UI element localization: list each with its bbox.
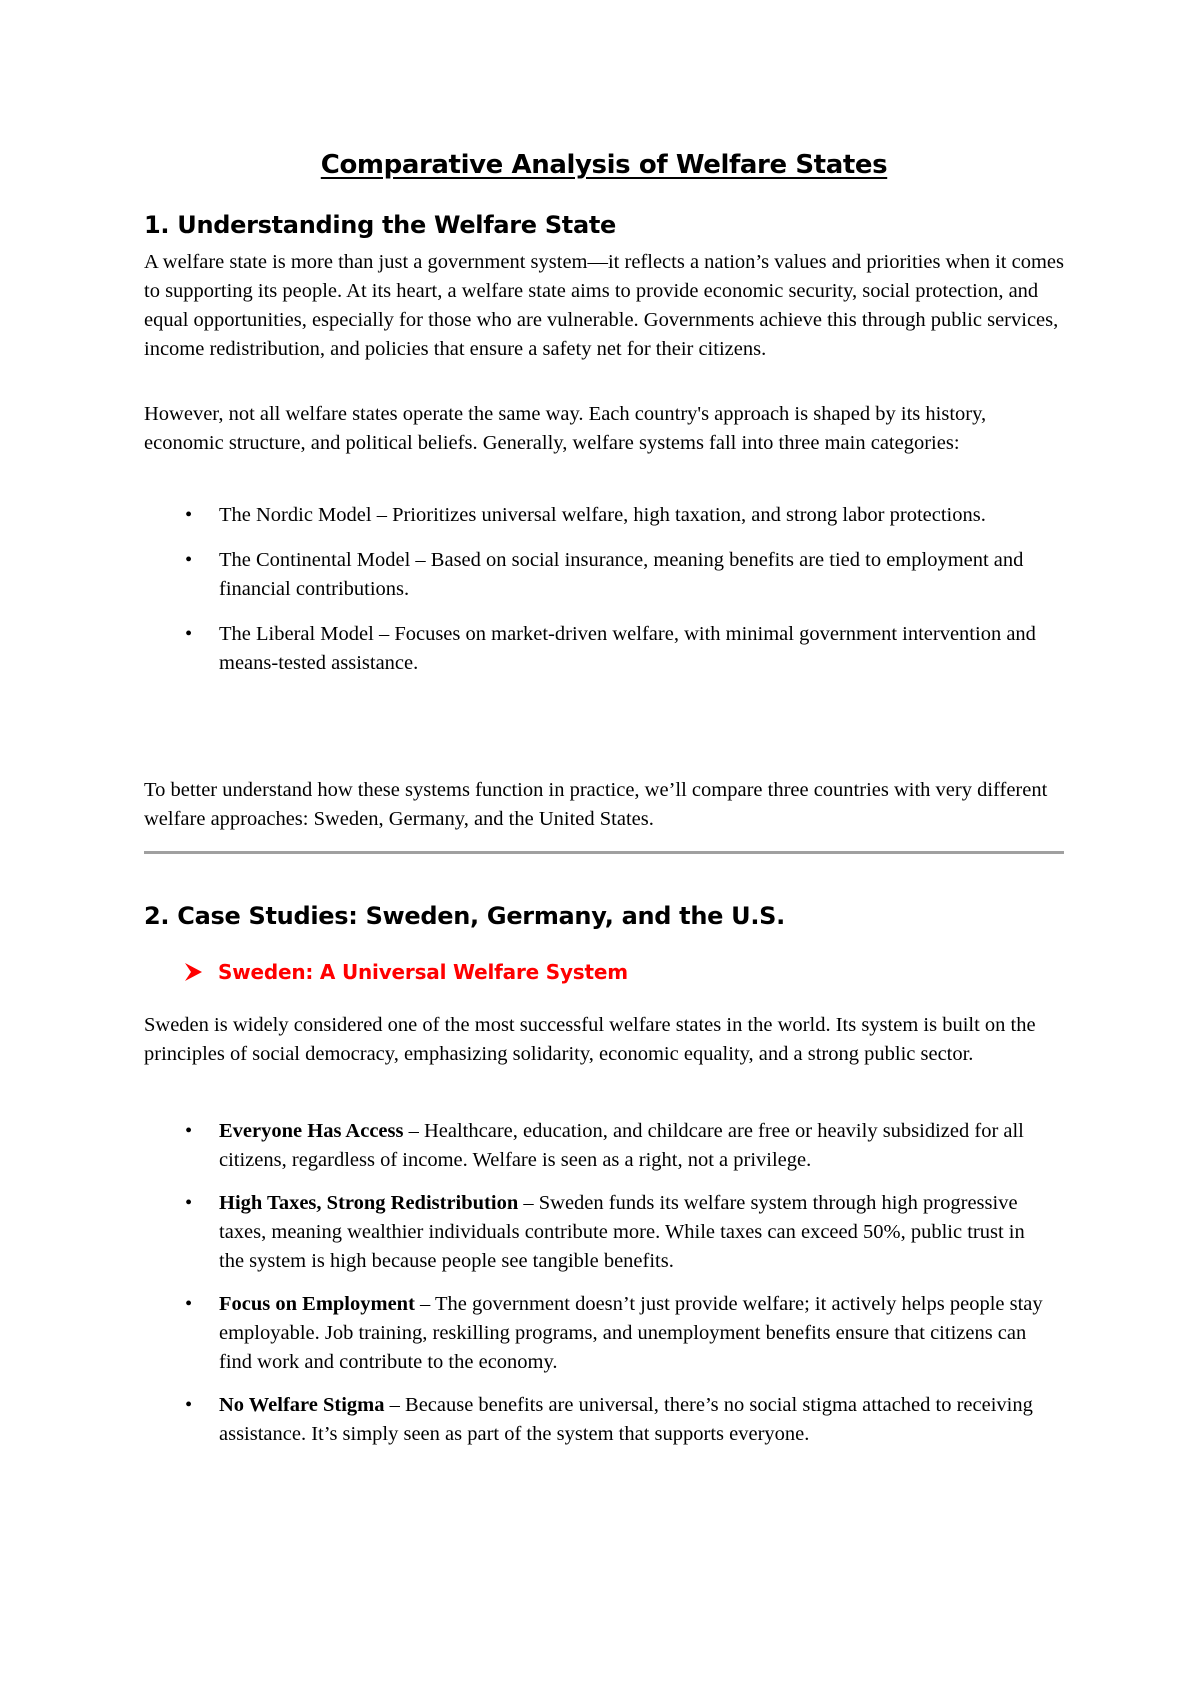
list-item-text: – Because benefits are universal, there’s no social stigma attached to receiving assistance. It’s simply seen as part of the system that supports everyone. xyxy=(219,1394,1033,1445)
paragraph-text: To better understand how these systems function in practice, we’ll compare three countries with very different welfare approaches: Sweden, Germany, and the United States. xyxy=(144,779,1048,830)
bullet-icon: • xyxy=(185,623,193,645)
bullet-icon: • xyxy=(185,1293,193,1315)
bullet-icon: • xyxy=(185,549,193,571)
section-1-paragraph-2 xyxy=(144,400,1064,458)
list-item-term: Everyone Has Access xyxy=(219,1120,404,1142)
list-item-liberal-model xyxy=(144,620,1064,678)
list-item-text: – Sweden funds its welfare system through high progressive taxes, meaning wealthier individuals contribute more. While taxes can exceed 50%, public trust in the system is high because people see tangible benefits. xyxy=(219,1192,1025,1272)
document-page xyxy=(144,0,1064,1696)
list-item-term: High Taxes, Strong Redistribution xyxy=(219,1192,519,1214)
list-item-text: The Liberal Model – Focuses on market-driven welfare, with minimal government intervention and means-tested assistance. xyxy=(219,623,1036,674)
document-title: Comparative Analysis of Welfare States xyxy=(320,150,888,180)
section-1-heading: 1. Understanding the Welfare State xyxy=(144,211,617,239)
list-item-text: – The government doesn’t just provide welfare; it actively helps people stay employable. Job training, reskilling programs, and unemployment benefits ensure that citizens can find work and contribute to the economy. xyxy=(219,1293,1043,1373)
welfare-models-list xyxy=(144,501,1064,694)
bullet-icon: • xyxy=(185,1120,193,1142)
sweden-features-list xyxy=(144,1117,1064,1463)
list-item-nordic-model xyxy=(144,501,1064,530)
bullet-icon: • xyxy=(185,1192,193,1214)
list-item-no-welfare-stigma xyxy=(144,1391,1064,1449)
paragraph-text: A welfare state is more than just a government system—it reflects a nation’s values and priorities when it comes to supporting its people. At its heart, a welfare state aims to provide economic security, social protection, and equal opportunities, especially for those who are vulnerable. Governments achieve this through public services, income redistribution, and policies that ensure a safety net for their citizens. xyxy=(144,251,1064,360)
sweden-subheading-text: Sweden: A Universal Welfare System xyxy=(218,960,628,984)
list-item-text: The Nordic Model – Prioritizes universal welfare, high taxation, and strong labor protections. xyxy=(219,504,986,526)
sweden-subheading xyxy=(182,960,628,984)
section-1-paragraph-3 xyxy=(144,776,1064,834)
section-1-paragraph-1 xyxy=(144,248,1064,364)
list-item-text: – Healthcare, education, and childcare are free or heavily subsidized for all citizens, regardless of income. Welfare is seen as a right, not a privilege. xyxy=(219,1120,1024,1171)
list-item-term: No Welfare Stigma xyxy=(219,1394,385,1416)
list-item-term: Focus on Employment xyxy=(219,1293,415,1315)
list-item-text: The Continental Model – Based on social insurance, meaning benefits are tied to employment and financial contributions. xyxy=(219,549,1024,600)
list-item-high-taxes xyxy=(144,1189,1064,1276)
section-2-heading: 2. Case Studies: Sweden, Germany, and the U.S. xyxy=(144,902,785,930)
arrowhead-bullet-icon xyxy=(182,961,204,983)
list-item-continental-model xyxy=(144,546,1064,604)
list-item-everyone-has-access xyxy=(144,1117,1064,1175)
list-item-focus-on-employment xyxy=(144,1290,1064,1377)
paragraph-text: However, not all welfare states operate the same way. Each country's approach is shaped by its history, economic structure, and political beliefs. Generally, welfare systems fall into three main categories: xyxy=(144,403,987,454)
bullet-icon: • xyxy=(185,1394,193,1416)
horizontal-divider xyxy=(144,851,1064,854)
sweden-intro-paragraph xyxy=(144,1011,1064,1069)
paragraph-text: Sweden is widely considered one of the most successful welfare states in the world. Its system is built on the principles of social democracy, emphasizing solidarity, economic equality, and a strong public sector. xyxy=(144,1014,1036,1065)
bullet-icon: • xyxy=(185,504,193,526)
